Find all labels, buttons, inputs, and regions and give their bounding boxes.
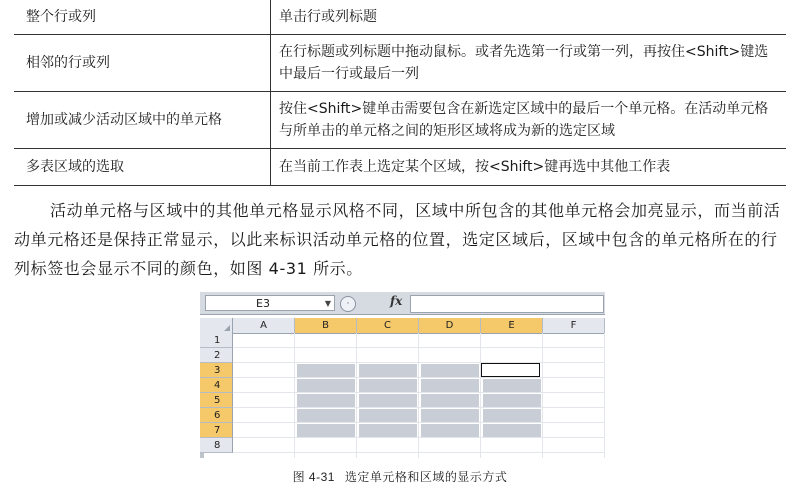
- gridline-row: [233, 362, 605, 363]
- gridline-row: [233, 437, 605, 438]
- gridline-column: [604, 333, 605, 458]
- figure-caption: [0, 468, 800, 485]
- selected-cell[interactable]: [297, 424, 355, 437]
- selected-cell[interactable]: [421, 364, 479, 377]
- selection-methods-table: [14, 0, 786, 186]
- column-header-d[interactable]: D: [419, 318, 481, 333]
- row-header-3[interactable]: 3: [200, 363, 233, 378]
- gridline-column: [542, 333, 543, 458]
- gridline-row: [233, 347, 605, 348]
- row-header-4[interactable]: 4: [200, 378, 233, 393]
- fx-icon[interactable]: fx: [390, 294, 403, 308]
- gridline-column: [356, 333, 357, 458]
- circle-handle-icon[interactable]: ·: [340, 296, 356, 312]
- formula-input[interactable]: [410, 295, 604, 313]
- table-cell-item: 相邻的行或列: [14, 35, 271, 92]
- selected-cell[interactable]: [483, 424, 541, 437]
- table-cell-item: 增加或减少活动区域中的单元格: [14, 92, 271, 149]
- selected-cell[interactable]: [359, 409, 417, 422]
- column-header-e[interactable]: E: [481, 318, 543, 333]
- column-header-f[interactable]: F: [543, 318, 605, 333]
- gridline-row: [233, 452, 605, 453]
- row-header-8[interactable]: 8: [200, 438, 233, 453]
- table-cell-item: 多表区域的选取: [14, 149, 271, 186]
- row-header-7[interactable]: 7: [200, 423, 233, 438]
- gridline-row: [233, 377, 605, 378]
- table-row: [14, 35, 786, 92]
- column-header-b[interactable]: B: [295, 318, 357, 333]
- table-row: [14, 92, 786, 149]
- row-header-2[interactable]: 2: [200, 348, 233, 363]
- column-header-c[interactable]: C: [357, 318, 419, 333]
- triangle-down-icon[interactable]: ▼: [324, 299, 331, 308]
- paragraph-text: 活动单元格与区域中的其他单元格显示风格不同，区域中所包含的其他单元格会加亮显示，而当前活动单元格还是保持正常显示，以此来标识活动单元格的位置，选定区域后，区域中包含的单元格所在的行列标签也会显示不同的颜色，如图 4-31 所示。: [14, 201, 781, 278]
- table-cell-method: 在行标题或列标题中拖动鼠标。或者先选第一行或第一列，再按住<Shift>键选中最后一行或最后一列: [271, 35, 787, 92]
- name-box-value: E3: [256, 297, 270, 310]
- spreadsheet-figure: [200, 292, 605, 458]
- selected-cell[interactable]: [297, 409, 355, 422]
- gridline-column: [418, 333, 419, 458]
- body-paragraph: [14, 196, 786, 283]
- name-box[interactable]: [205, 295, 335, 311]
- selected-cell[interactable]: [359, 424, 417, 437]
- selected-cell[interactable]: [483, 409, 541, 422]
- selected-cell[interactable]: [421, 409, 479, 422]
- column-header-row: [200, 318, 605, 334]
- table-row: [14, 149, 786, 186]
- selected-cell[interactable]: [359, 379, 417, 392]
- select-all-icon: [224, 325, 230, 331]
- table-cell-item: 整个行或列: [14, 0, 271, 35]
- active-cell-e3[interactable]: [481, 363, 540, 377]
- gridline-column: [480, 333, 481, 458]
- selected-cell[interactable]: [421, 424, 479, 437]
- selected-cell[interactable]: [483, 379, 541, 392]
- figure-caption-text: 选定单元格和区域的显示方式: [344, 470, 508, 484]
- selected-cell[interactable]: [359, 394, 417, 407]
- selected-cell[interactable]: [359, 364, 417, 377]
- table-cell-method: 单击行或列标题: [271, 0, 787, 35]
- row-header-1[interactable]: 1: [200, 333, 233, 348]
- selected-cell[interactable]: [421, 394, 479, 407]
- table-row: [14, 0, 786, 35]
- selected-cell[interactable]: [421, 379, 479, 392]
- selected-cell[interactable]: [297, 364, 355, 377]
- formula-bar: [200, 292, 605, 315]
- selected-cell[interactable]: [483, 394, 541, 407]
- column-header-a[interactable]: A: [233, 318, 295, 333]
- gridline-row: [233, 392, 605, 393]
- gridline-row: [233, 422, 605, 423]
- row-header-6[interactable]: 6: [200, 408, 233, 423]
- row-header-5[interactable]: 5: [200, 393, 233, 408]
- select-all-corner[interactable]: [200, 318, 233, 333]
- figure-number: 图 4-31: [292, 470, 335, 484]
- table-cell-method: 在当前工作表上选定某个区域，按<Shift>键再选中其他工作表: [271, 149, 787, 186]
- gridline-column: [294, 333, 295, 458]
- table-cell-method: 按住<Shift>键单击需要包含在新选定区域中的最后一个单元格。在活动单元格与所单击的单元格之间的矩形区域将成为新的选定区域: [271, 92, 787, 149]
- gridline-row: [233, 407, 605, 408]
- selected-cell[interactable]: [297, 394, 355, 407]
- selected-cell[interactable]: [297, 379, 355, 392]
